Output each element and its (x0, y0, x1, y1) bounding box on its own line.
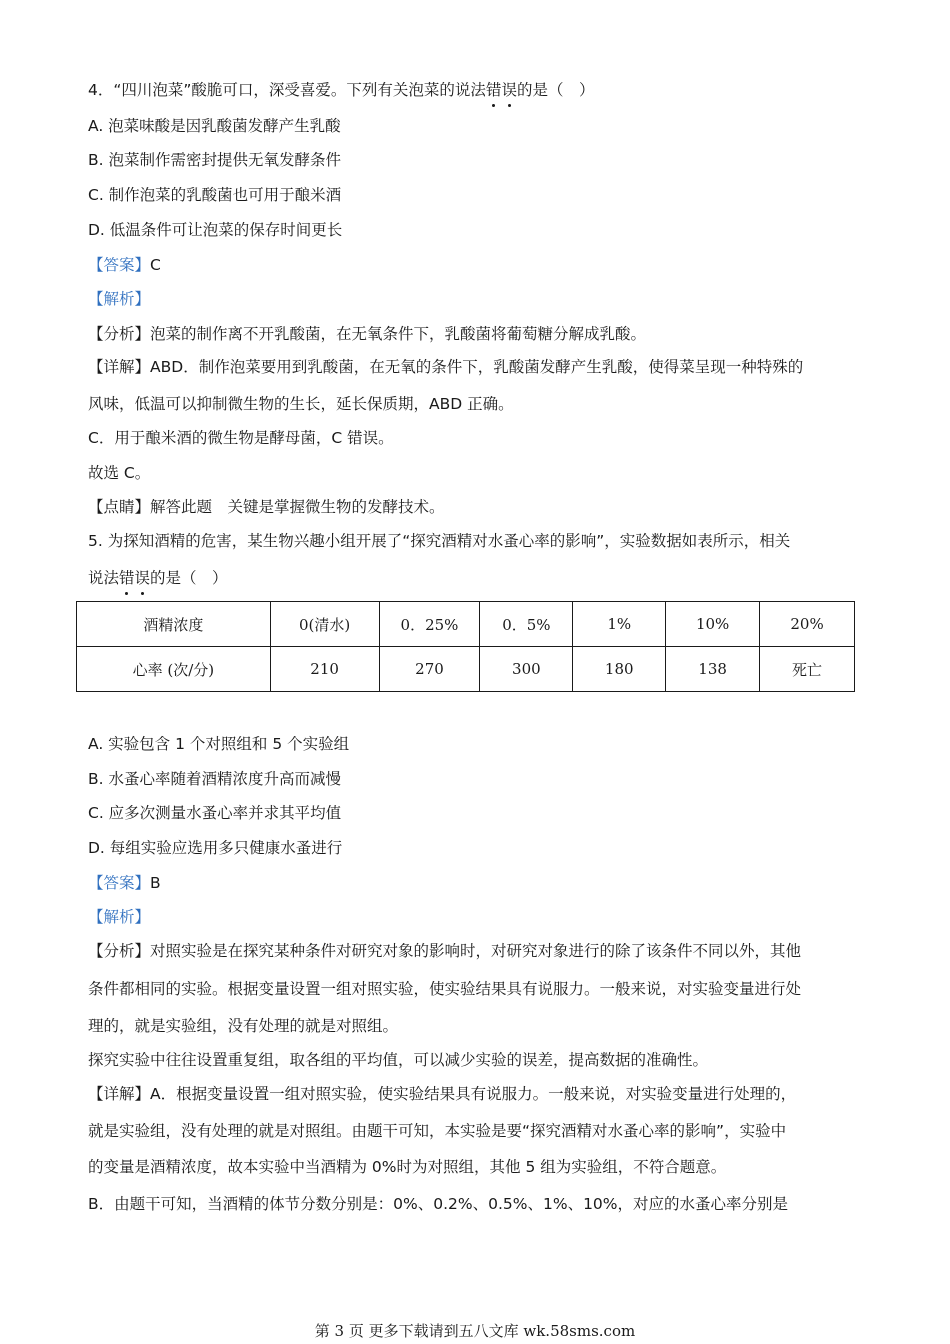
fenxi-text: 对照实验是在探究某种条件对研究对象的影响时，对研究对象进行的除了该条件不同以外，其他 (150, 942, 802, 960)
dianjing-text: 解答此题 关键是掌握微生物的发酵技术。 (150, 498, 445, 516)
q5-fenxi-line3: 理的，就是实验组，没有处理的就是对照组。 (88, 1017, 399, 1035)
table-cell: 酒精浓度 (77, 602, 271, 647)
q5-option-a: A. 实验包含 1 个对照组和 5 个实验组 (88, 735, 350, 753)
table-cell: 20% (760, 602, 855, 647)
table-cell: 0(清水) (270, 602, 379, 647)
table-cell: 210 (270, 647, 379, 692)
q4-analysis-tag: 【解析】 (88, 290, 151, 308)
q5-stem-line1: 5. 为探知酒精的危害，某生物兴趣小组开展了“探究酒精对水蚤心率的影响”，实验数据如表所示，相关 (88, 532, 791, 550)
q5-option-d: D. 每组实验应选用多只健康水蚤进行 (88, 839, 343, 857)
page-footer: 第 3 页 更多下载请到五八文库 wk.58sms.com (314, 1322, 636, 1340)
q4-option-d: D. 低温条件可让泡菜的保存时间更长 (88, 221, 343, 239)
q5-xiangjie-line4: B．由题干可知，当酒精的体节分数分别是：0%、0.2%、0.5%、1%、10%，对应的水蚤心率分别是 (88, 1195, 789, 1213)
q4-option-c: C. 制作泡菜的乳酸菌也可用于酿米酒 (88, 186, 342, 204)
q4-option-a: A. 泡菜味酸是因乳酸菌发酵产生乳酸 (88, 117, 341, 135)
q4-answer (88, 254, 161, 276)
fenxi-tag: 【分析】 (88, 942, 151, 960)
xiangjie-tag: 【详解】 (88, 358, 151, 376)
q4-emphasis-char: 错 (485, 81, 502, 99)
fenxi-tag: 【分析】 (88, 325, 151, 343)
q5-xiangjie-line3: 的变量是酒精浓度，故本实验中当酒精为 0%时为对照组，其他 5 组为实验组，不符合题意。 (88, 1158, 727, 1176)
table-row (77, 647, 855, 692)
fenxi-text: 泡菜的制作离不开乳酸菌，在无氧条件下，乳酸菌将葡萄糖分解成乳酸。 (150, 325, 647, 343)
table-cell: 死亡 (760, 647, 855, 692)
q5-fenxi-line2: 条件都相同的实验。根据变量设置一组对照实验，使实验结果具有说服力。一般来说，对实验变量进行处 (88, 980, 802, 998)
q5-xiangjie-line2: 就是实验组，没有处理的就是对照组。由题干可知，本实验是要“探究酒精对水蚤心率的影响”，实验中 (88, 1122, 787, 1140)
q4-xiangjie-line1 (88, 356, 803, 378)
q5-stem-line2 (88, 567, 228, 589)
q5-xiangjie-line1 (88, 1083, 796, 1105)
table-cell: 270 (379, 647, 480, 692)
table-cell: 1% (573, 602, 666, 647)
q5-stem-tail: 的是（ ） (150, 569, 228, 587)
q4-dianjing (88, 496, 445, 518)
q5-answer (88, 872, 161, 894)
q5-fenxi-line4: 探究实验中往往设置重复组，取各组的平均值，可以减少实验的误差，提高数据的准确性。 (88, 1051, 709, 1069)
answer-tag: 【答案】 (88, 874, 151, 892)
answer-value: C (150, 256, 161, 274)
q5-fenxi-line1 (88, 940, 801, 962)
q4-stem-text: 4．“四川泡菜”酸脆可口，深受喜爱。下列有关泡菜的说法 (88, 81, 486, 99)
xiangjie-text: ABD．制作泡菜要用到乳酸菌，在无氧的条件下，乳酸菌发酵产生乳酸，使得菜呈现一种特殊的 (150, 358, 804, 376)
table-cell: 138 (666, 647, 760, 692)
xiangjie-tag: 【详解】 (88, 1085, 151, 1103)
table-cell: 0．5% (480, 602, 573, 647)
q4-option-b: B. 泡菜制作需密封提供无氧发酵条件 (88, 151, 341, 169)
q4-fenxi (88, 323, 646, 345)
table-cell: 300 (480, 647, 573, 692)
q5-emphasis-char: 误 (134, 569, 151, 587)
alcohol-heart-rate-table (76, 601, 855, 692)
table-cell: 心率 (次/分) (77, 647, 271, 692)
q5-analysis-tag: 【解析】 (88, 908, 151, 926)
q5-stem-text: 说法 (88, 569, 120, 587)
table-cell: 0．25% (379, 602, 480, 647)
table-cell: 10% (666, 602, 760, 647)
q4-stem (88, 79, 594, 101)
dianjing-tag: 【点睛】 (88, 498, 151, 516)
q4-stem-tail: 的是（ ） (516, 81, 595, 99)
answer-tag: 【答案】 (88, 256, 151, 274)
answer-value: B (150, 874, 161, 892)
q5-option-c: C. 应多次测量水蚤心率并求其平均值 (88, 804, 342, 822)
q4-emphasis-char: 误 (501, 81, 517, 99)
q5-emphasis-char: 错 (119, 569, 135, 587)
xiangjie-text: A．根据变量设置一组对照实验，使实验结果具有说服力。一般来说，对实验变量进行处理的， (150, 1085, 797, 1103)
q4-xiangjie-line3: C．用于酿米酒的微生物是酵母菌，C 错误。 (88, 429, 394, 447)
q5-option-b: B. 水蚤心率随着酒精浓度升高而减慢 (88, 770, 341, 788)
table-row (77, 602, 855, 647)
table-cell: 180 (573, 647, 666, 692)
q4-conclusion: 故选 C。 (88, 464, 151, 482)
q4-xiangjie-line2: 风味，低温可以抑制微生物的生长，延长保质期，ABD 正确。 (88, 395, 514, 413)
